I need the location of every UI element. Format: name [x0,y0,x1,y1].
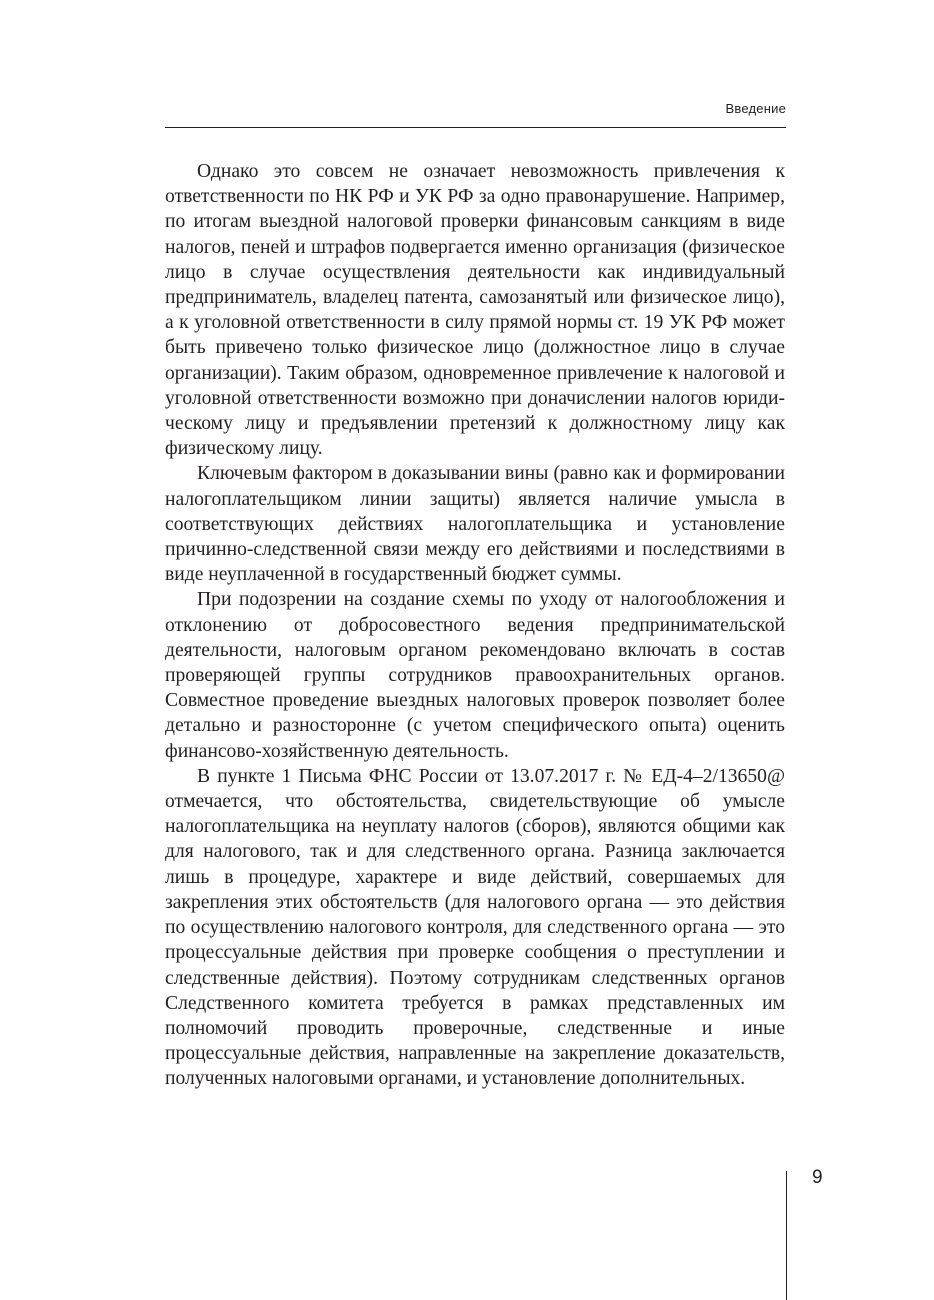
paragraph: Однако это совсем не означает невозможность привлечения к ответственности по НК РФ и УК РФ за одно правонарушение. Например, по итогам выездной налоговой проверки финансовым санкциям в виде налогов, пеней и штрафов подвергается именно организация (физическое лицо в случае осуществления деятельности как индивидуальный предприниматель, владелец патента, самозанятый или физическое лицо), а к уголовной ответственности в силу прямой нормы ст. 19 УК РФ может быть привечено только физическое лицо (должностное лицо в случае организации). Таким образом, одновременное привлечение к налоговой и уголовной ответственности возможно при доначислении налогов юридическому лицу и предъявлении претензий к должностному лицу как физическому лицу. [165,161,785,460]
running-head-section-title: Введение [725,101,786,116]
header-rule [165,127,786,128]
page-number-rule [786,1171,787,1300]
main-text [165,159,785,1092]
paragraph: При подозрении на создание схемы по уходу от налогообложения и отклонению от добросовестного ведения предпринимательской деятельности, налоговым органом рекомендовано включать в состав проверяющей группы сотрудников правоохранительных органов. Совместное проведение выездных налоговых проверок позволяет более детально и разносторонне (с учетом специфического опыта) оценить финансово-хозяйственную деятельность. [165,589,785,762]
page-number: 9 [812,1167,823,1188]
paragraph: В пункте 1 Письма ФНС России от 13.07.2017 г. № ЕД-4–2/13650@ отмечается, что обстоятельства, свидетельствующие об умысле налогоплательщика на неуплату налогов (сборов), являются общими как для налогового, так и для следственного органа. Разница заключается лишь в процедуре, характере и виде действий, совершаемых для закрепления этих обстоятельств (для налогового органа — это действия по осуществлению налогового контроля, для следственного органа — это процессуальные действия при проверке сообщения о преступлении и следственные действия). Поэтому сотрудникам следственных органов Следственного комитета требуется в рамках представленных им полномочий проводить проверочные, следственные и иные процессуальные действия, направленные на закрепление доказательств, полученных налоговыми органами, и установление дополнительных. [165,765,785,1090]
paragraph: Ключевым фактором в доказывании вины (равно как и формировании налогоплательщиком линии защиты) является наличие умысла в соответствующих действиях налогоплательщика и установление причинно-следственной связи между его действиями и последствиями в виде неуплаченной в государственный бюджет суммы. [165,463,785,586]
